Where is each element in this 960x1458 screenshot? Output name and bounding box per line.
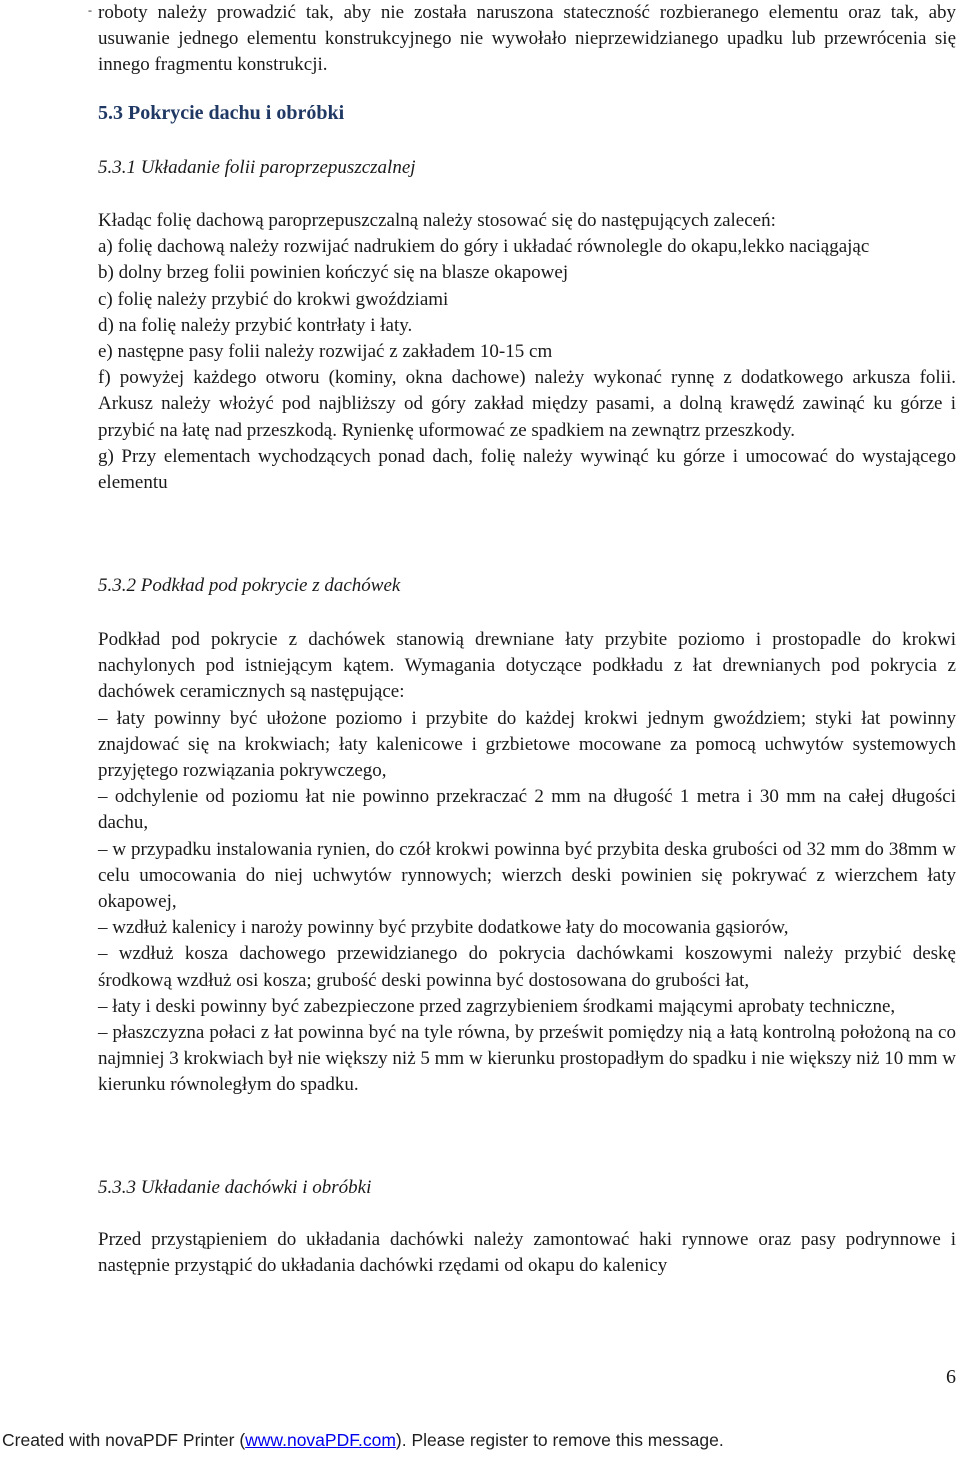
section-5-3-1-body — [98, 208, 956, 496]
section-5-3-2-heading: 5.3.2 Podkład pod pokrycie z dachówek — [98, 575, 401, 596]
battens-item: – wzdłuż kosza dachowego przewidzianego do pokrycia dachówkami koszowymi należy przybić deskę środkową wzdłuż osi kosza; grubość deski powinna być dostosowana do grubości łat, — [98, 943, 956, 991]
battens-item: – łaty powinny być ułożone poziomo i przybite do każdej krokwi jednym gwoździem; styki łat powinny znajdować się na krokwiach; łaty kalenicowe i grzbietowe mocowane za pomocą uchwytów systemowych przyjętego rozwiązania pokrywczego, — [98, 707, 956, 782]
section-5-3-1-heading: 5.3.1 Układanie folii paroprzepuszczalnej — [98, 157, 416, 178]
novapdf-link[interactable]: www.novaPDF.com — [245, 1430, 396, 1450]
battens-item: – wzdłuż kalenicy i naroży powinny być przybite dodatkowe łaty do mocowania gąsiorów, — [98, 917, 789, 939]
foil-intro-line: Kładąc folię dachową paroprzepuszczalną należy stosować się do następujących zaleceń: — [98, 210, 776, 231]
section-5-3-3-heading: 5.3.3 Układanie dachówki i obróbki — [98, 1177, 372, 1198]
watermark-text-after: ). Please register to remove this message. — [395, 1430, 724, 1450]
battens-item: – płaszczyzna połaci z łat powinna być na tyle równa, by prześwit pomiędzy nią a łatą kontrolną położoną na co najmniej 3 krokwiach był nie większy niż 5 mm w kierunku prostopadłym do spadku i nie większy niż 10 mm w kierunku równoległym do spadku. — [98, 1022, 957, 1096]
novapdf-watermark — [0, 1430, 960, 1451]
battens-paragraph: Podkład pod pokrycie z dachówek stanowią drewniane łaty przybite poziomo i prostopadle do krokwi nachylonych pod istniejącym kątem. Wymagania dotyczące podkładu z łat drewnianych pod pokrycia z dachówek ceramicznych są następujące: — [98, 629, 956, 703]
section-5-3-3-body — [98, 1227, 956, 1279]
section-5-3-2-body — [98, 627, 956, 1099]
battens-item: – w przypadku instalowania rynien, do czół krokwi powinna być przybita deska grubości od 32 mm do 38mm w celu umocowania do niej uchwytów rynnowych; wierzch deski powinien się pokrywać z wierzchem łaty okapowej, — [98, 838, 956, 913]
foil-item-c: c) folię należy przybić do krokwi gwoździami — [98, 288, 449, 310]
intro-text: roboty należy prowadzić tak, aby nie została naruszona stateczność rozbieranego elementu oraz tak, aby usuwanie jednego elementu konstrukcyjnego nie wywołało nieprzewidzianego upadku lub przewrócenia się innego fragmentu konstrukcji. — [98, 2, 956, 76]
foil-item-a: a) folię dachową należy rozwijać nadrukiem do góry i układać równolegle do okapu,lekko naciągając — [98, 236, 870, 258]
foil-item-e: e) następne pasy folii należy rozwijać z zakładem 10-15 cm — [98, 341, 553, 363]
watermark-text-before: Created with novaPDF Printer ( — [2, 1430, 246, 1450]
battens-item: – odchylenie od poziomu łat nie powinno przekraczać 2 mm na długość 1 metra i 30 mm na całej długości dachu, — [98, 786, 956, 834]
section-5-3-heading: 5.3 Pokrycie dachu i obróbki — [98, 102, 345, 124]
battens-item: – łaty i deski powinny być zabezpieczone przed zagrzybieniem środkami mającymi aprobaty techniczne, — [98, 995, 896, 1017]
foil-item-d: d) na folię należy przybić kontrłaty i łaty. — [98, 314, 413, 336]
intro-paragraph — [88, 0, 956, 79]
intro-dash: - — [88, 3, 92, 17]
foil-item-g: g) Przy elementach wychodzących ponad dach, folię należy wywinąć ku górze i umocować do wystającego elementu — [98, 445, 956, 494]
foil-item-f: f) powyżej każdego otworu (kominy, okna dachowe) należy wykonać rynnę z dodatkowego arkusza folii. Arkusz należy włożyć pod najbliższy od góry zakład między pasami, a dolną krawędź zawinąć ku górze i przybić na łatę nad przeszkodą. Rynienkę uformować ze spadkiem na zewnątrz przeszkody. — [98, 367, 956, 441]
tiles-paragraph: Przed przystąpieniem do układania dachówki należy zamontować haki rynnowe oraz pasy podrynnowe i następnie przystąpić do układania dachówki rzędami od okapu do kalenicy — [98, 1229, 956, 1277]
foil-item-b: b) dolny brzeg folii powinien kończyć się na blasze okapowej — [98, 262, 569, 284]
page-number: 6 — [946, 1366, 956, 1388]
